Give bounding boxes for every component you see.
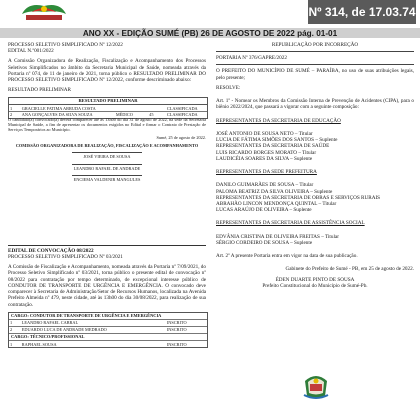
table-cell [115, 341, 148, 347]
member-line: REPRESENTANTES DA SECRETARIA DE OBRAS E SERVIÇOS RURAIS [216, 194, 381, 201]
table-cell [148, 320, 166, 326]
process-reference: PROCESSO SELETIVO SIMPLIFICADO Nº 12/2022 [8, 42, 123, 48]
closing-line: Gabinete do Prefeito de Sumé - PB, em 25 de agosto de 2022. [285, 266, 414, 273]
table-cell [148, 105, 166, 111]
result-table-title: RESULTADO PRELIMINAR [9, 98, 207, 106]
table-section-title: CARGO: TÉCNICO/PROFISSIONAL [9, 334, 207, 341]
intro-paragraph: A Comissão Organizadora de Realização, Fiscalização e Acompanhamento dos Processos Seletivos Simplificados no âmbito da Secretaria Municipal de Saúde, nomeada através da Portaria nº 074, de 11 de janeiro de 2021, torna público o RESULTADO PRELIMINAR DO PROCESSO SELETIVO SIMPLIFICADO Nº 12/2022, conforme descriminado abaixo: [8, 58, 206, 84]
table-cell: 1 [10, 341, 13, 347]
portaria-reference: PORTARIA Nº 376/GAPRE/2022 [216, 55, 287, 62]
section-title: REPRESENTANTES DA SECRETARIA DE ASSISTÊNCIA SOCIAL [216, 220, 365, 227]
republication-heading: REPUBLICAÇÃO POR INCORREÇÃO [271, 42, 359, 48]
edital-convocation-title: EDITAL DE CONVOCAÇÃO 08/2022 [8, 247, 94, 254]
table-cell: ANA GONÇALVES DA SILVA SOUZA [21, 112, 93, 118]
table-cell: MÉDICO [115, 112, 133, 118]
table-cell: GRACIELLE FATIMA ARRUDA COSTA [21, 105, 96, 111]
table-cell: 2 [10, 327, 13, 333]
table-cell [115, 327, 148, 333]
member-line: JOSÉ ANTONIO DE SOUSA NETO – Titular [216, 130, 313, 137]
member-line: LAUDICÉIA SOARES DA SILVA – Suplente [216, 155, 313, 162]
signer-role: Prefeito Constitucional do Município de Sumé-Pb. [262, 282, 368, 289]
table-cell: 2 [10, 112, 13, 118]
signatory-1: JOSÉ VIEIRA DE SOUSA [83, 154, 131, 160]
edition-band: ANO XX - EDIÇÃO SUMÉ (PB) 26 DE AGOSTO DE 2022 pág. 01-01 [0, 28, 420, 38]
resolve-label: RESOLVE: [216, 84, 241, 91]
edital-reference: EDITAL N.º001/2022 [8, 48, 54, 55]
preliminary-result-block [8, 97, 206, 197]
table-cell: 45 [149, 112, 154, 118]
left-column [8, 42, 206, 348]
table-cell [148, 327, 166, 333]
municipal-logo [18, 0, 70, 22]
article-2: Art. 2º A presente Portaria entra em vigor na data de sua publicação. [216, 253, 358, 260]
member-line: ABRAHÃO LINCON MENDONÇA QUINTAL – Titular [216, 200, 337, 207]
table-cell: INSCRITO [166, 341, 187, 347]
table-cell: LEANDRO RAFAEL CABRAL [21, 320, 79, 326]
table-cell [148, 341, 166, 347]
table-row [9, 341, 207, 347]
table-cell: INSCRITO [166, 327, 187, 333]
article-1: Art. 1º - Nomear os Membros da Comissão Interna de Prevenção de Acidentes (CIPA), para o biênio 2022/2024, que passará a vigorar com a seguinte composição: [216, 98, 414, 111]
member-line: PALOMA BEATRIZ DA SILVA OLIVEIRA – Suplente [216, 188, 333, 195]
signer-name: ÉDEN DUARTE PINTO DE SOUSA [275, 276, 355, 283]
table-cell: CLASSIFICADA [166, 112, 198, 118]
signatory-2: LEANDRO RAFAEL DE ANDRADE [73, 165, 141, 171]
member-line: SÉRGIO CORDEIRO DE SOUSA – Suplente [216, 239, 313, 246]
convocation-table [8, 312, 208, 348]
table-cell: CLASSIFICADA [166, 105, 198, 111]
table-cell: RAPHAEL SOUSA [21, 341, 57, 347]
table-cell: INSCRITO [166, 320, 187, 326]
member-line: LUCAS ARAÚJO DE OLIVEIRA – Suplente [216, 207, 312, 214]
member-line: LUIS RICARDO BORGES MORATO – Titular [216, 149, 317, 156]
result-heading: RESULTADO PRELIMINAR [8, 87, 71, 94]
member-line: EDVÂNIA CRISTINA DE OLIVEIRA FREITAS – Titular [216, 233, 339, 240]
section-title: REPRESENTANTES DA SEDE PREFEITURA [216, 169, 317, 176]
edital-convocation-text: A Comissão de Fiscalização e Acompanhamento, nomeada através da Portaria nº 7/09/2021, do Processo Seletivo Simplificado nº 03/2021, torna público o presente edital de convocação nº 08/2022 para contratação por tempo determinado, de excepcional interesse público de CONDUTOR DE TRANSPORTE DE URGÊNCIA E EMERGÊNCIA. O convocado deve comparecer à Secretaria de Administração/Setor de Recursos Humanos, localizada na Avenida Prefeito Almeida nº 479, neste cidade, até às 13h00 do dia 30/08/2022, para realização de sua contratação. [8, 264, 206, 308]
table-row [9, 327, 207, 334]
table-section-title: CARGO: CONDUTOR DE TRANSPORTE DE URGÊNCIA E EMERGÊNCIA [9, 313, 207, 320]
table-row [9, 320, 207, 327]
table-cell [115, 105, 148, 111]
right-column [216, 42, 414, 289]
edital-convocation-ref: PROCESSO SELETIVO SIMPLIFICADO Nº 03/2021 [8, 253, 123, 260]
table-row [9, 105, 207, 112]
table-cell: EDUARDO LUCA DE ANDRADE MEDRADO [21, 327, 107, 333]
commission-title: COMISSÃO ORGANIZADORA DE REALIZAÇÃO, FISCALIZAÇÃO E ACOMPANHAMENTO [15, 143, 199, 149]
table-cell [115, 320, 148, 326]
table-cell: 1 [10, 105, 13, 111]
member-line: DANILO GUIMARÃES DE SOUSA – Titular [216, 182, 314, 189]
municipal-seal [302, 372, 330, 400]
gazette-number: Nº 314, de 17.03.74 [308, 0, 416, 24]
member-line: LUCIA DE FÁTIMA SIMÕES DOS SANTOS – Suplente [216, 137, 338, 144]
place-date: Sumé, 25 de agosto de 2022. [156, 134, 206, 140]
portaria-preamble: O PREFEITO DO MUNICÍPIO DE SUMÉ – PARAÍBA, no uso de suas atribuições legais, pelo presente; [216, 68, 414, 81]
signatory-3: ENCIEMA VALDENIR MANGULES [73, 177, 141, 183]
table-cell: 1 [10, 320, 13, 326]
convocation-notice: O candidato(a) convocado(a) deverá comparecer até às 13h00 do dia 31 de agosto de 2022, na sede da Secretaria Municipal de Saúde, a fim de apresentar os documentos exigidos no Edital e firmar o Contrato de Prestação de Serviços Temporários ao Município. [8, 116, 206, 133]
section-title: REPRESENTANTES DA SECRETARIA DE EDUCAÇÃO [216, 117, 341, 124]
member-line: REPRESENTANTES DA SECRETARIA DE SAÚDE [216, 143, 330, 150]
